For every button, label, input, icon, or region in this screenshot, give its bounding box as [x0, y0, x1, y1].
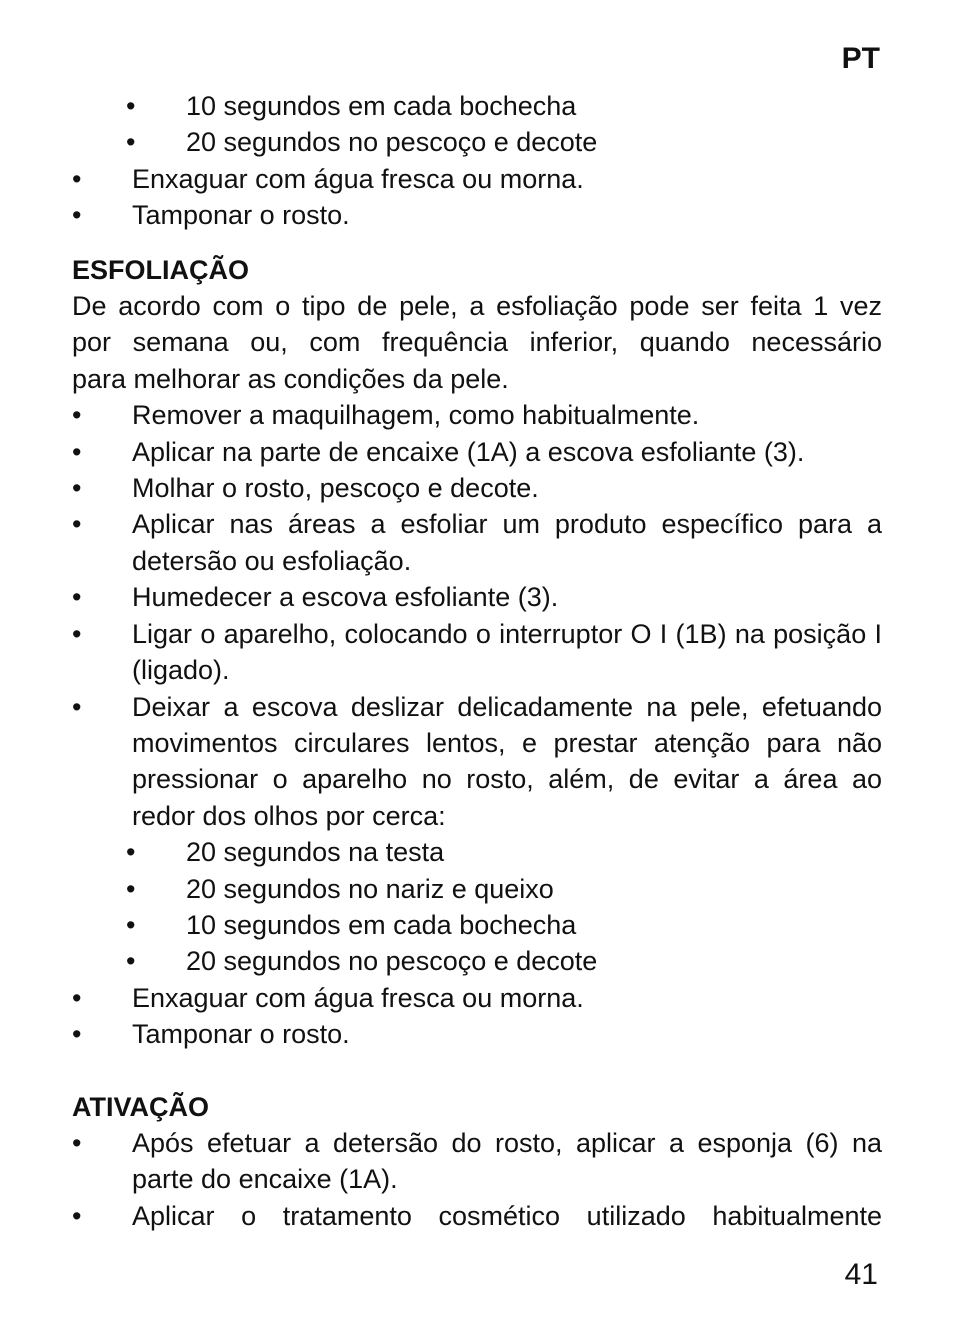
- list-item: [72, 579, 882, 615]
- list-item: [72, 470, 882, 506]
- list-item: [72, 834, 882, 870]
- list-item: [72, 397, 882, 433]
- bullet: •: [72, 1019, 82, 1050]
- bullet: •: [72, 163, 82, 194]
- list-item-text: 20 segundos no pescoço e decote: [186, 127, 598, 158]
- list-item: [72, 907, 882, 943]
- list-item: [72, 689, 882, 835]
- bullet: •: [126, 837, 136, 868]
- list-item: [72, 871, 882, 907]
- list-item: [72, 161, 882, 197]
- list-item-text: Remover a maquilhagem, como habitualmente.: [132, 400, 700, 431]
- bullet: •: [72, 1127, 82, 1158]
- list-item: [72, 980, 882, 1016]
- bullet: •: [72, 1200, 82, 1231]
- list-item-text: Aplicar nas áreas a esfoliar um produto específico para a detersão ou esfoliação.: [132, 509, 882, 576]
- bullet: •: [126, 127, 136, 158]
- section-heading-esfoliacao: ESFOLIAÇÃO: [72, 254, 250, 285]
- list-item: [72, 197, 882, 233]
- intro-paragraph: [72, 288, 882, 397]
- list-item-text: Deixar a escova deslizar delicadamente na pele, efetuando movimentos circulares lentos, e prestar atenção para não pressionar o aparelho no rosto, além, de evitar a área ao redor dos olhos por cerca:: [132, 691, 882, 831]
- list-item-text: 20 segundos no nariz e queixo: [186, 873, 554, 904]
- list-item: [72, 506, 882, 579]
- bullet: •: [72, 200, 82, 231]
- section-heading-ativacao: ATIVAÇÃO: [72, 1091, 209, 1122]
- list-item: [72, 943, 882, 979]
- list-item-text: Tamponar o rosto.: [132, 200, 350, 231]
- bullet: •: [72, 436, 82, 467]
- bullet: •: [126, 91, 136, 121]
- language-label: PT: [841, 42, 880, 75]
- list-item-text: Após efetuar a detersão do rosto, aplicar a esponja (6) na parte do encaixe (1A).: [132, 1127, 882, 1195]
- list-item: [72, 1125, 882, 1198]
- intro-line: para melhorar as condições da pele.: [72, 363, 509, 394]
- page-number: 41: [844, 1258, 878, 1291]
- intro-line: por semana ou, com frequência inferior, quando necessário: [72, 327, 882, 358]
- list-item-text: Enxaguar com água fresca ou morna.: [132, 163, 584, 194]
- list-item: [72, 616, 882, 689]
- list-item-text: 20 segundos na testa: [186, 837, 445, 868]
- bullet: •: [72, 400, 82, 431]
- bullet: •: [72, 982, 82, 1013]
- intro-line: De acordo com o tipo de pele, a esfoliação pode ser feita 1 vez: [72, 291, 882, 322]
- bullet: •: [72, 618, 82, 649]
- page-content: [72, 88, 882, 1234]
- list-item-text: Tamponar o rosto.: [132, 1019, 350, 1050]
- list-item-text: Aplicar o tratamento cosmético utilizado habitualmente: [132, 1200, 882, 1231]
- list-item: [72, 434, 882, 470]
- bullet: •: [126, 909, 136, 940]
- bullet: •: [126, 946, 136, 977]
- list-item-text: Molhar o rosto, pescoço e decote.: [132, 473, 539, 504]
- list-item: [72, 1198, 882, 1234]
- list-item-text: 10 segundos em cada bochecha: [186, 909, 577, 940]
- list-item: [72, 124, 882, 160]
- bullet: •: [126, 873, 136, 904]
- list-item-text: Enxaguar com água fresca ou morna.: [132, 982, 584, 1013]
- list-item-text: Aplicar na parte de encaixe (1A) a escova esfoliante (3).: [132, 436, 805, 467]
- list-item-text: Humedecer a escova esfoliante (3).: [132, 582, 559, 613]
- list-item: [72, 1016, 882, 1052]
- bullet: •: [72, 509, 82, 540]
- bullet: •: [72, 582, 82, 613]
- list-item-text: Ligar o aparelho, colocando o interruptor O I (1B) na posição I (ligado).: [132, 618, 882, 686]
- list-item-text: 20 segundos no pescoço e decote: [186, 946, 598, 977]
- bullet: •: [72, 691, 82, 722]
- bullet: •: [72, 473, 82, 504]
- list-item: [72, 88, 882, 124]
- list-item-text: 10 segundos em cada bochecha: [186, 91, 577, 121]
